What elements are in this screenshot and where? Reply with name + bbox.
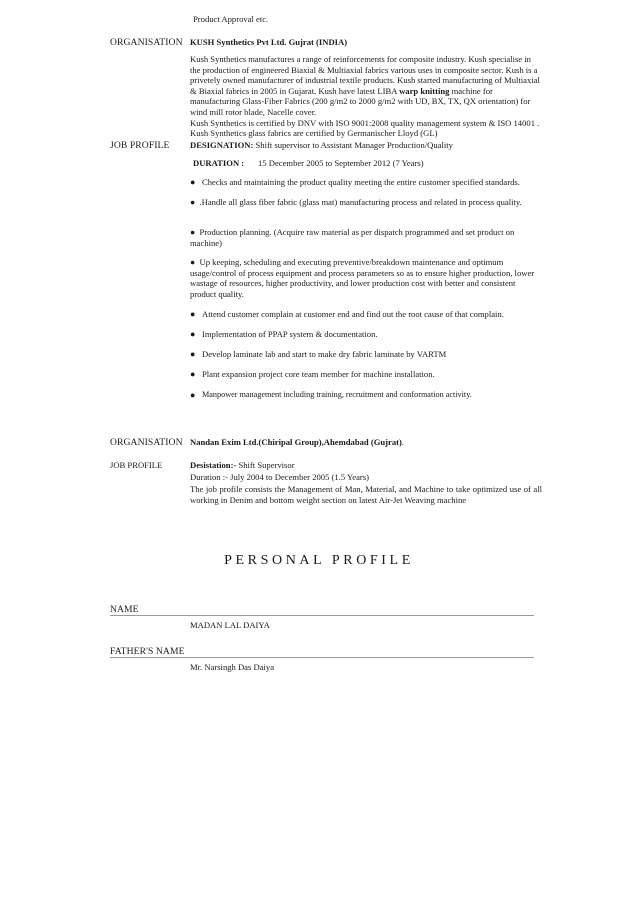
bullet-icon: ● [190,329,196,339]
name-label: NAME [110,604,139,615]
bullet-icon: ● [190,257,200,267]
divider [110,615,534,616]
father-name-value: Mr. Narsingh Das Daiya [190,662,275,672]
job-profile-label: JOB PROFILE [110,140,170,151]
company-name: KUSH Synthetics Pvt Ltd. Gujrat (INDIA) [190,37,348,47]
list-item: ● Checks and maintaining the product quality meeting the entire customer specified standards. [190,177,520,187]
list-item: ● Plant expansion project core team member for machine installation. [190,369,435,379]
cert-line-2: Kush Synthetics glass fabrics are certified by Germanischer Lloyd (GL) [190,128,438,139]
bullet-icon: ● [190,309,196,319]
duration-label: DURATION : [193,158,245,168]
bullet-icon: ● [190,177,196,187]
bullet-icon: ● [190,390,196,400]
job-description-2: The job profile consists the Management of Man, Material, and Machine to take optimized use of all working in Denim and bottom weight section on latest Air-Jet Weaving machine [190,484,542,505]
name-value: MADAN LAL DAIYA [190,620,270,630]
duration-2: Duration :- July 2004 to December 2005 (1.5 Years) [190,472,370,482]
company-name-2: Nandan Exim Ltd.(Chiripal Group),Ahemdabad (Gujrat). [190,437,405,447]
bullet-icon: ● [190,197,200,207]
designation: DESIGNATION: Shift supervisor to Assistant Manager Production/Quality [190,140,453,150]
father-name-label: FATHER'S NAME [110,646,185,657]
divider [110,657,534,658]
bullet-icon: ● [190,369,196,379]
list-item: ● Production planning. (Acquire raw material as per dispatch programmed and set product on machine) [190,227,515,248]
company-description: Kush Synthetics manufactures a range of reinforcements for composite industry. Kush specialise in the production of engineered Biaxial & Multiaxial fabrics various uses in composite sector. Kush is a privetely owned manufacturer of industrial textile products. Kush started manufacturing of Multiaxial & Biaxial fabrics in 2005 in Gujarat. Kush have latest LIBA warp knitting machine for manufacturing Glass-Fiber Fabrics (200 g/m2 to 2000 g/m2 with UD, BX, TX, QX orientation) for wind mill rotor blade, Nacelle cover. Kush Synthetics is certified by DNV with ISO 9001:2008 quality management system & ISO 14001 . Kush Synthetics glass fabrics are certified by Germanischer Lloyd (GL) [190,54,540,139]
duration-value: 15 December 2005 to September 2012 (7 Years) [258,158,424,168]
job-profile-label-2: JOB PROFILE [110,460,163,470]
list-item: ● Implementation of PPAP system & documentation. [190,329,378,339]
bullet-icon: ● [190,349,196,359]
bullet-icon: ● [190,227,200,237]
list-item: ● Attend customer complain at customer end and find out the root cause of that complain. [190,309,504,319]
list-item: ● .Handle all glass fiber fabric (glass mat) manufacturing process and related in process quality. [190,197,522,207]
designation-2: Desistation:- Shift Supervisor [190,460,295,470]
approval-line: Product Approval etc. [193,14,269,24]
list-item: ● Up keeping, scheduling and executing preventive/breakdown maintenance and optimum usage/control of process equipment and process parameters so as to ensure higher production, lower wastage of resources, higher productivity, and lower production cost with better and consistent product quality. [190,257,535,299]
list-item: ● Manpower management including training, recruitment and conformation activity. [190,390,472,400]
cert-line-1: Kush Synthetics is certified by DNV with ISO 9001:2008 quality management system & ISO 14001 . [190,117,540,128]
section-title: PERSONAL PROFILE [224,553,414,568]
organisation-label-2: ORGANISATION [110,437,183,448]
organisation-label: ORGANISATION [110,37,183,48]
list-item: ● Develop laminate lab and start to make dry fabric laminate by VARTM [190,349,447,359]
